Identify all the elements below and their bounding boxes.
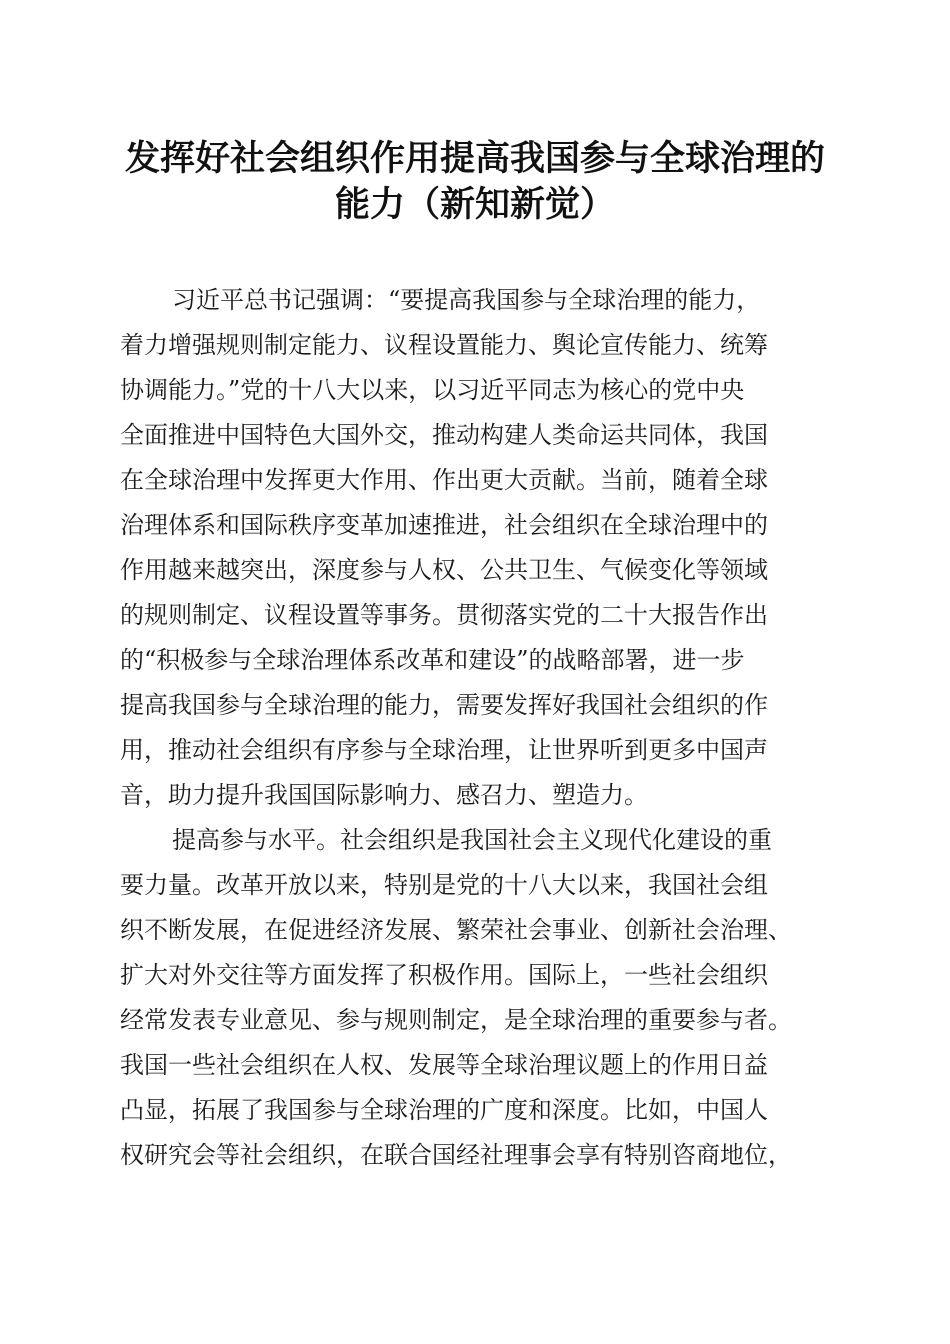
title-line-2: 能力（新知新觉） xyxy=(334,184,615,225)
document-title xyxy=(100,136,850,228)
paragraph-line: 我国一些社会组织在人权、发展等全球治理议题上的作用日益 xyxy=(120,1051,768,1079)
paragraph-line: 在全球治理中发挥更大作用、作出更大贡献。当前，随着全球 xyxy=(120,466,768,494)
paragraph-line: 提高参与水平。社会组织是我国社会主义现代化建设的重 xyxy=(172,826,772,854)
paragraph-line: 的“积极参与全球治理体系改革和建设”的战略部署，进一步 xyxy=(120,646,745,674)
paragraph-line: 经常发表专业意见、参与规则制定，是全球治理的重要参与者。 xyxy=(120,1006,792,1034)
document-body xyxy=(120,278,840,1178)
paragraph-line: 织不断发展，在促进经济发展、繁荣社会事业、创新社会治理、 xyxy=(120,916,792,944)
paragraph-line: 扩大对外交往等方面发挥了积极作用。国际上，一些社会组织 xyxy=(120,961,768,989)
paragraph-line: 用，推动社会组织有序参与全球治理，让世界听到更多中国声 xyxy=(120,736,768,764)
paragraph-line: 治理体系和国际秩序变革加速推进，社会组织在全球治理中的 xyxy=(120,511,768,539)
title-line-1: 发挥好社会组织作用提高我国参与全球治理的 xyxy=(124,138,825,179)
paragraph-line: 提高我国参与全球治理的能力，需要发挥好我国社会组织的作 xyxy=(120,691,768,719)
paragraph-2 xyxy=(120,818,840,1178)
paragraph-line: 习近平总书记强调：“要提高我国参与全球治理的能力， xyxy=(172,286,761,314)
paragraph-line: 权研究会等社会组织，在联合国经社理事会享有特别咨商地位， xyxy=(120,1141,792,1169)
paragraph-line: 的规则制定、议程设置等事务。贯彻落实党的二十大报告作出 xyxy=(120,601,768,629)
paragraph-line: 音，助力提升我国国际影响力、感召力、塑造力。 xyxy=(120,781,648,809)
paragraph-line: 着力增强规则制定能力、议程设置能力、舆论宣传能力、统筹 xyxy=(120,331,768,359)
paragraph-line: 要力量。改革开放以来，特别是党的十八大以来，我国社会组 xyxy=(120,871,768,899)
paragraph-line: 作用越来越突出，深度参与人权、公共卫生、气候变化等领域 xyxy=(120,556,768,584)
paragraph-line: 凸显，拓展了我国参与全球治理的广度和深度。比如，中国人 xyxy=(120,1096,768,1124)
paragraph-line: 协调能力。”党的十八大以来，以习近平同志为核心的党中央 xyxy=(120,376,745,404)
paragraph-line: 全面推进中国特色大国外交，推动构建人类命运共同体，我国 xyxy=(120,421,768,449)
paragraph-1 xyxy=(120,278,840,818)
